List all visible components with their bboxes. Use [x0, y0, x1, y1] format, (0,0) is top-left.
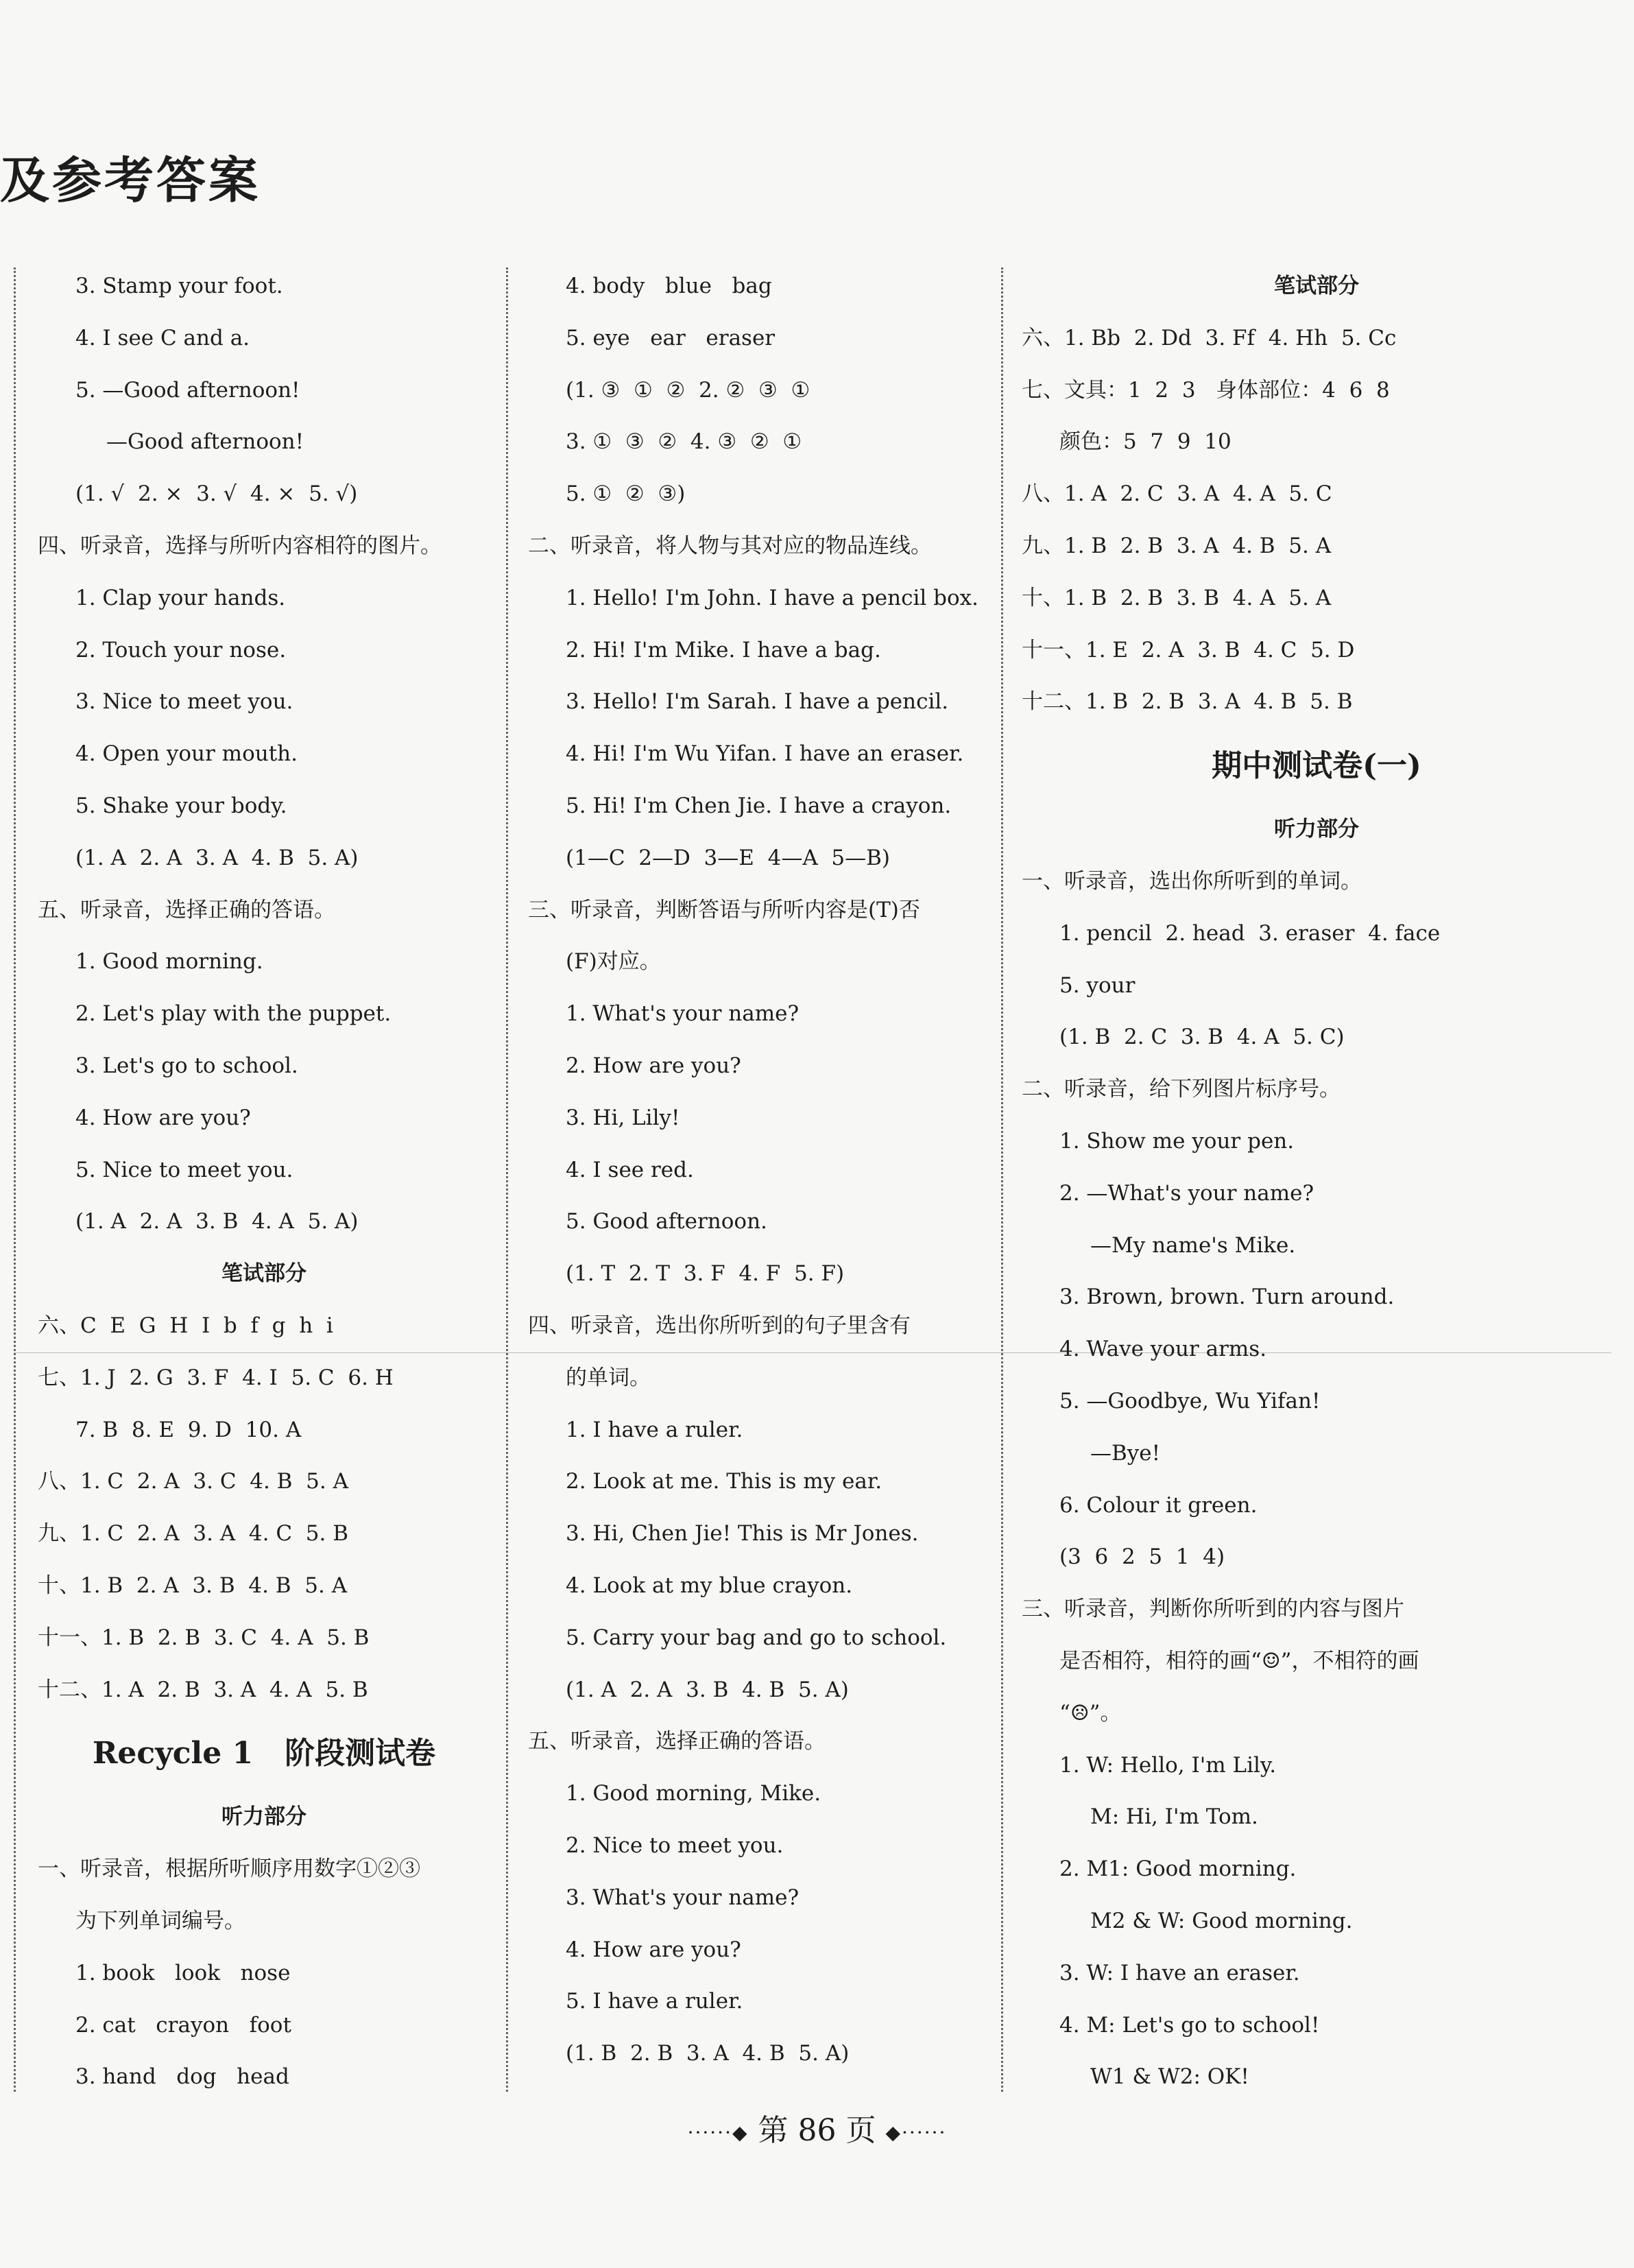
answer-line: (1. A 2. A 3. B 4. B 5. A)	[566, 1677, 849, 1702]
answer-line: 4. Wave your arms.	[1059, 1337, 1267, 1362]
answer-line: 九、1. B 2. B 3. A 4. B 5. A	[1022, 533, 1332, 558]
answer-line: 3. Brown, brown. Turn around.	[1059, 1285, 1395, 1310]
column-divider	[14, 267, 16, 2092]
answer-line: 十一、1. B 2. B 3. C 4. A 5. B	[38, 1625, 370, 1650]
answer-line: 1. Good morning, Mike.	[566, 1781, 821, 1806]
answer-line: (3 6 2 5 1 4)	[1059, 1544, 1225, 1570]
answer-line: 5. ① ② ③)	[566, 481, 686, 507]
answer-line: 七、1. J 2. G 3. F 4. I 5. C 6. H	[38, 1365, 394, 1390]
answer-line: M: Hi, I'm Tom.	[1090, 1804, 1258, 1830]
answer-column-1	[38, 261, 490, 2099]
answer-line: 2. Look at me. This is my ear.	[566, 1469, 882, 1494]
answer-column-3	[1022, 261, 1611, 2099]
section-heading: 笔试部分	[221, 1261, 307, 1287]
page-number: 第 86 页	[758, 2113, 876, 2148]
answer-line: 4. I see C and a.	[75, 325, 250, 350]
answer-line: 六、C E G H I b f g h i	[38, 1313, 333, 1338]
answer-line: 八、1. C 2. A 3. C 4. B 5. A	[38, 1469, 348, 1494]
answer-line: 二、听录音，给下列图片标序号。	[1022, 1077, 1341, 1102]
answer-line: 5. —Good afternoon!	[75, 377, 300, 403]
answer-line: (1. B 2. C 3. B 4. A 5. C)	[1059, 1025, 1345, 1050]
answer-line: (1. B 2. B 3. A 4. B 5. A)	[566, 2041, 850, 2066]
answer-line: 六、1. Bb 2. Dd 3. Ff 4. Hh 5. Cc	[1022, 325, 1397, 350]
answer-line: 5. eye ear eraser	[566, 325, 776, 350]
answer-line: 1. Hello! I'm John. I have a pencil box.	[566, 585, 979, 610]
answer-line: 十一、1. E 2. A 3. B 4. C 5. D	[1022, 637, 1355, 663]
answer-line: 4. Look at my blue crayon.	[566, 1573, 853, 1598]
column-divider	[506, 267, 508, 2092]
footer-ornament-right: ◆······	[885, 2121, 947, 2144]
answer-line: 5. I have a ruler.	[566, 1989, 743, 2014]
section-heading: 听力部分	[1274, 817, 1359, 842]
answer-line: 是否相符，相符的画“☺”，不相符的画	[1059, 1648, 1419, 1673]
answer-line: 4. Open your mouth.	[75, 741, 298, 767]
page-title: 及参考答案	[0, 151, 261, 209]
answer-line: 2. cat crayon foot	[75, 2012, 291, 2038]
answer-line: 3. Let's go to school.	[75, 1053, 298, 1078]
answer-line: 5. Carry your bag and go to school.	[566, 1625, 947, 1650]
answer-line: W1 & W2: OK!	[1090, 2064, 1249, 2090]
answer-line: 八、1. A 2. C 3. A 4. A 5. C	[1022, 481, 1332, 507]
answer-line: 3. hand dog head	[75, 2064, 289, 2090]
answer-line: 4. M: Let's go to school!	[1059, 2012, 1320, 2038]
answer-line: 十二、1. B 2. B 3. A 4. B 5. B	[1022, 689, 1353, 715]
answer-line: 3. Hello! I'm Sarah. I have a pencil.	[566, 689, 949, 715]
answer-line: 4. How are you?	[566, 1937, 741, 1962]
page-footer	[0, 2105, 1634, 2149]
answer-line: 7. B 8. E 9. D 10. A	[75, 1417, 302, 1442]
answer-line: 1. book look nose	[75, 1960, 291, 1985]
answer-line: “☹”。	[1059, 1700, 1122, 1726]
answer-line: 3. Nice to meet you.	[75, 689, 293, 715]
answer-line: 3. Hi, Lily!	[566, 1105, 680, 1130]
answer-line: 七、文具：1 2 3 身体部位：4 6 8	[1022, 377, 1390, 403]
footer-ornament-left: ······◆	[687, 2121, 749, 2144]
answer-line: —Good afternoon!	[106, 429, 304, 455]
answer-line: 四、听录音，选出你所听到的句子里含有	[528, 1313, 911, 1338]
answer-line: —Bye!	[1090, 1440, 1161, 1466]
answer-line: 九、1. C 2. A 3. A 4. C 5. B	[38, 1521, 348, 1547]
answer-line: 的单词。	[566, 1365, 651, 1390]
answer-line: (1. A 2. A 3. B 4. A 5. A)	[75, 1209, 359, 1234]
answer-line: —My name's Mike.	[1090, 1232, 1296, 1258]
answer-line: 十、1. B 2. A 3. B 4. B 5. A	[38, 1573, 348, 1598]
answer-line: 1. I have a ruler.	[566, 1417, 743, 1442]
answer-line: 十、1. B 2. B 3. B 4. A 5. A	[1022, 585, 1332, 610]
answer-line: 一、听录音，根据所听顺序用数字①②③	[38, 1857, 420, 1882]
answer-line: 二、听录音，将人物与其对应的物品连线。	[528, 533, 932, 558]
answer-line: 5. Shake your body.	[75, 793, 287, 818]
answer-line: 3. What's your name?	[566, 1885, 800, 1910]
answer-column-2	[528, 261, 1001, 2099]
column-divider	[1001, 267, 1003, 2092]
answer-line: 6. Colour it green.	[1059, 1492, 1258, 1518]
answer-line: 1. What's your name?	[566, 1001, 800, 1027]
answer-line: 1. pencil 2. head 3. eraser 4. face	[1059, 920, 1441, 946]
answer-line: 1. Clap your hands.	[75, 585, 286, 610]
answer-line: 1. W: Hello, I'm Lily.	[1059, 1752, 1277, 1778]
answer-line: 1. Show me your pen.	[1059, 1128, 1295, 1154]
answer-line: 2. M1: Good morning.	[1059, 1857, 1297, 1882]
answer-line: 五、听录音，选择正确的答语。	[38, 897, 335, 922]
answer-line: 三、听录音，判断答语与所听内容是(T)否	[528, 897, 920, 922]
answer-line: 5. —Goodbye, Wu Yifan!	[1059, 1388, 1321, 1413]
answer-line: (1. ③ ① ② 2. ② ③ ①	[566, 377, 810, 403]
answer-line: 3. Hi, Chen Jie! This is Mr Jones.	[566, 1521, 919, 1547]
answer-line: 一、听录音，选出你所听到的单词。	[1022, 868, 1362, 894]
answer-line: 1. Good morning.	[75, 949, 263, 975]
answer-line: 2. How are you?	[566, 1053, 741, 1078]
answer-line: 5. Nice to meet you.	[75, 1157, 293, 1182]
answer-line: 为下列单词编号。	[75, 1908, 245, 1933]
answer-line: 2. —What's your name?	[1059, 1180, 1314, 1206]
answer-line: 2. Touch your nose.	[75, 637, 287, 663]
answer-line: (1. A 2. A 3. A 4. B 5. A)	[75, 845, 359, 870]
answer-line: 3. Stamp your foot.	[75, 274, 283, 298]
answer-line: 2. Let's play with the puppet.	[75, 1001, 392, 1027]
answer-line: 5. Hi! I'm Chen Jie. I have a crayon.	[566, 793, 952, 818]
answer-line: (1. √ 2. × 3. √ 4. × 5. √)	[75, 481, 358, 507]
section-heading: 笔试部分	[1274, 274, 1359, 298]
answer-line: (1. T 2. T 3. F 4. F 5. F)	[566, 1261, 845, 1287]
answer-line: 3. ① ③ ② 4. ③ ② ①	[566, 429, 802, 455]
answer-line: 4. I see red.	[566, 1157, 694, 1182]
answer-line: M2 & W: Good morning.	[1090, 1908, 1353, 1933]
answer-line: 4. Hi! I'm Wu Yifan. I have an eraser.	[566, 741, 964, 767]
answer-line: 三、听录音，判断你所听到的内容与图片	[1022, 1597, 1404, 1622]
answer-line: 2. Hi! I'm Mike. I have a bag.	[566, 637, 881, 663]
answer-line: 四、听录音，选择与所听内容相符的图片。	[38, 533, 442, 558]
answer-line: (F)对应。	[566, 949, 661, 975]
section-heading: 听力部分	[221, 1804, 307, 1830]
answer-line: 5. your	[1059, 972, 1136, 998]
section-heading: Recycle 1 阶段测试卷	[92, 1736, 436, 1771]
answer-line: 2. Nice to meet you.	[566, 1833, 784, 1858]
answer-line: 五、听录音，选择正确的答语。	[528, 1729, 826, 1754]
answer-line: 4. How are you?	[75, 1105, 251, 1130]
answer-line: 3. W: I have an eraser.	[1059, 1960, 1300, 1985]
section-heading: 期中测试卷(一)	[1212, 748, 1421, 784]
answer-line: (1—C 2—D 3—E 4—A 5—B)	[566, 845, 891, 870]
answer-line: 颜色：5 7 9 10	[1059, 429, 1231, 455]
answer-line: 4. body blue bag	[566, 274, 772, 298]
answer-line: 十二、1. A 2. B 3. A 4. A 5. B	[38, 1677, 368, 1702]
answer-line: 5. Good afternoon.	[566, 1209, 767, 1234]
